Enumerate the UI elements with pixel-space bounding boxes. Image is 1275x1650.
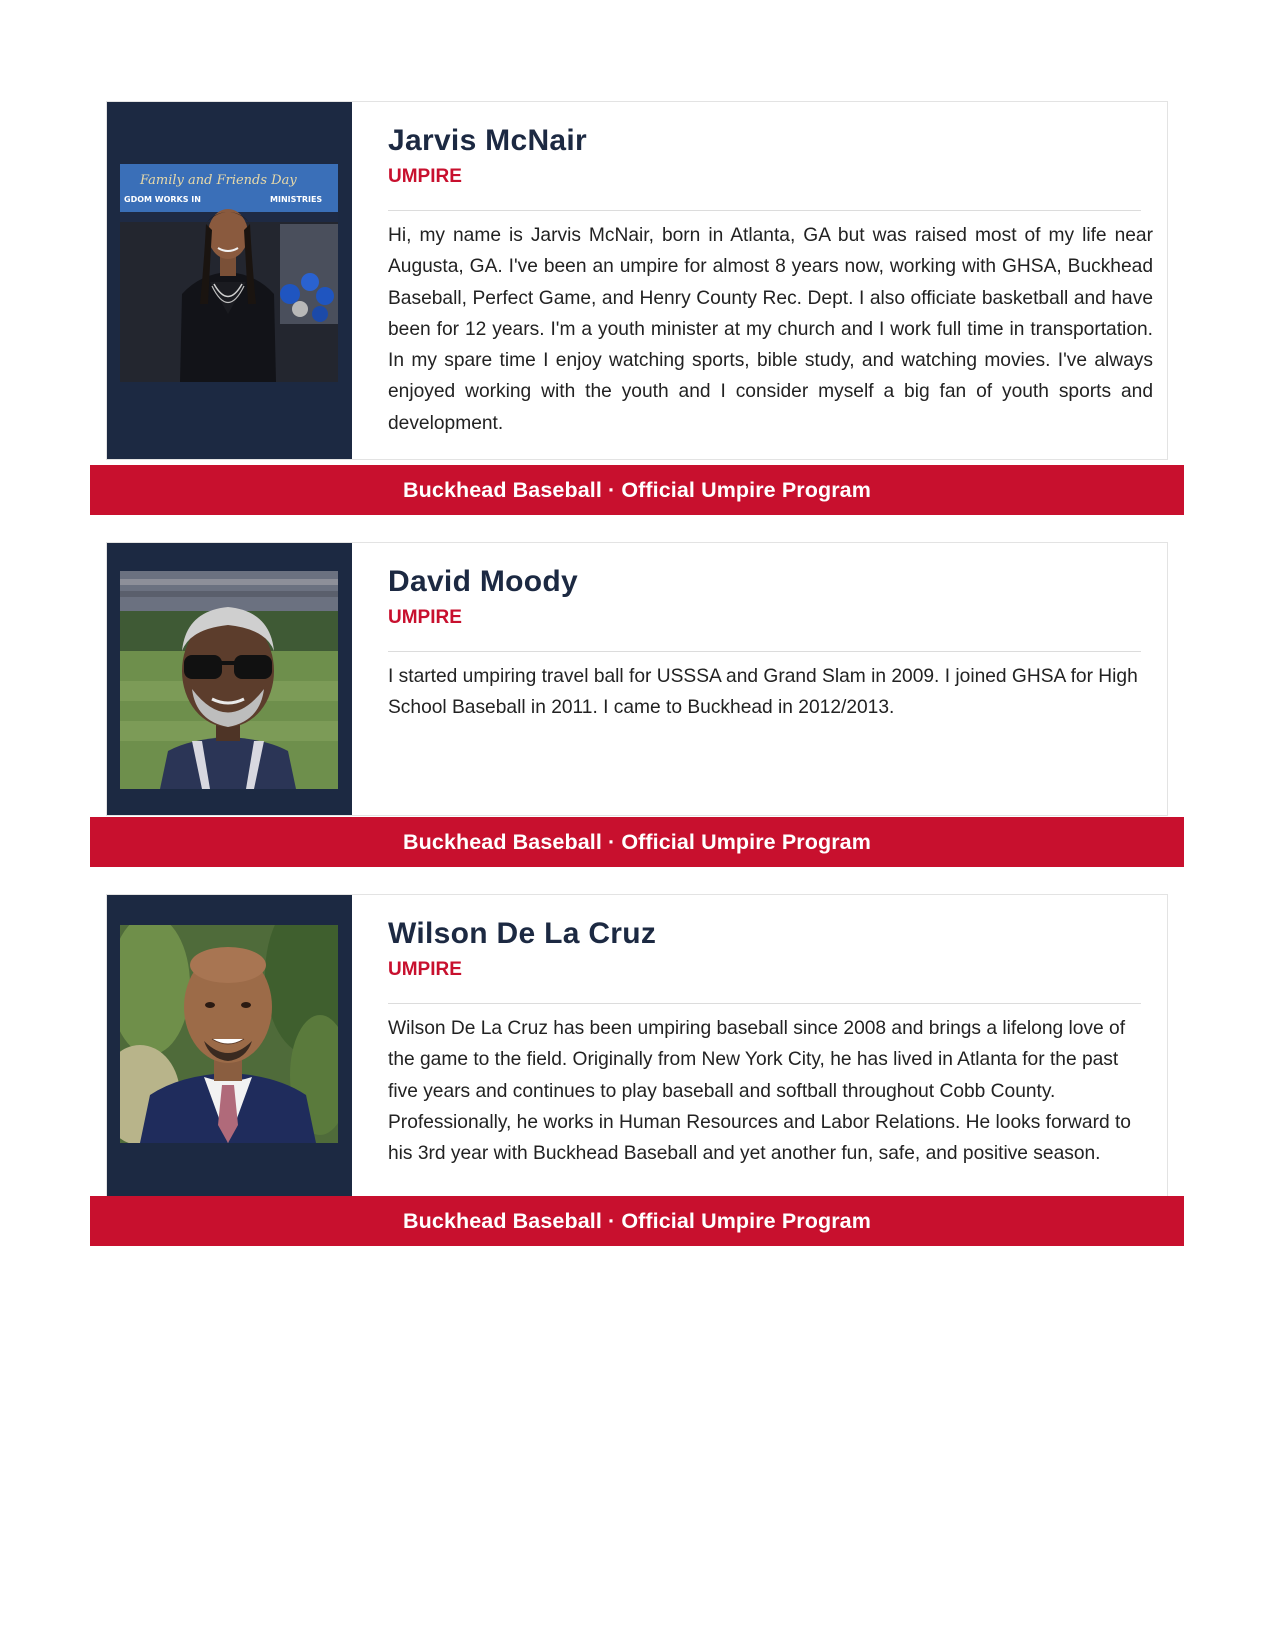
svg-text:GDOM WORKS IN: GDOM WORKS IN <box>124 195 201 204</box>
umpire-name: Wilson De La Cruz <box>388 917 657 950</box>
svg-text:MINISTRIES: MINISTRIES <box>270 195 323 204</box>
svg-text:Family and Friends Day: Family and Friends Day <box>140 173 297 188</box>
program-banner: Buckhead Baseball · Official Umpire Program <box>90 465 1184 515</box>
umpire-role: UMPIRE <box>388 607 462 628</box>
card-content <box>382 895 1153 1196</box>
card-content <box>382 102 1153 459</box>
umpire-bio: Wilson De La Cruz has been umpiring baseball since 2008 and brings a lifelong love of the game to the field. Originally from New York City, he has lived in Atlanta for the past five years and continues to play baseball and softball throughout Cobb County. Professionally, he works in Human Resources and Labor Relations. He looks forward to his 3rd year with Buckhead Baseball and yet another fun, safe, and positive season. <box>388 1018 1131 1165</box>
card-content <box>382 543 1153 815</box>
umpire-card-david <box>106 542 1168 816</box>
umpire-card-wilson <box>106 894 1168 1197</box>
program-banner: Buckhead Baseball · Official Umpire Program <box>90 817 1184 867</box>
umpire-card-jarvis <box>106 101 1168 460</box>
divider <box>388 210 1141 211</box>
umpire-photo <box>120 164 338 382</box>
umpire-name: David Moody <box>388 565 578 598</box>
umpire-bio: Hi, my name is Jarvis McNair, born in Atlanta, GA but was raised most of my life near Augusta, GA. I've been an umpire for almost 8 years now, working with GHSA, Buckhead Baseball, Perfect Game, and Henry County Rec. Dept. I also officiate basketball and have been for 12 years. I'm a youth minister at my church and I work full time in transportation. In my spare time I enjoy watching sports, bible study, and watching movies. I've always enjoyed working with the youth and I consider myself a big fan of youth sports and development. <box>388 225 1153 434</box>
divider <box>388 651 1141 652</box>
umpire-role: UMPIRE <box>388 959 462 980</box>
umpire-bio: I started umpiring travel ball for USSSA and Grand Slam in 2009. I joined GHSA for High School Baseball in 2011. I came to Buckhead in 2012/2013. <box>388 666 1138 719</box>
umpire-name: Jarvis McNair <box>388 124 588 157</box>
program-banner: Buckhead Baseball · Official Umpire Program <box>90 1196 1184 1246</box>
card-side-panel <box>107 895 352 1196</box>
card-side-panel <box>107 102 352 459</box>
umpire-photo <box>120 925 338 1143</box>
umpire-photo <box>120 571 338 789</box>
divider <box>388 1003 1141 1004</box>
umpire-role: UMPIRE <box>388 166 462 187</box>
card-side-panel <box>107 543 352 815</box>
